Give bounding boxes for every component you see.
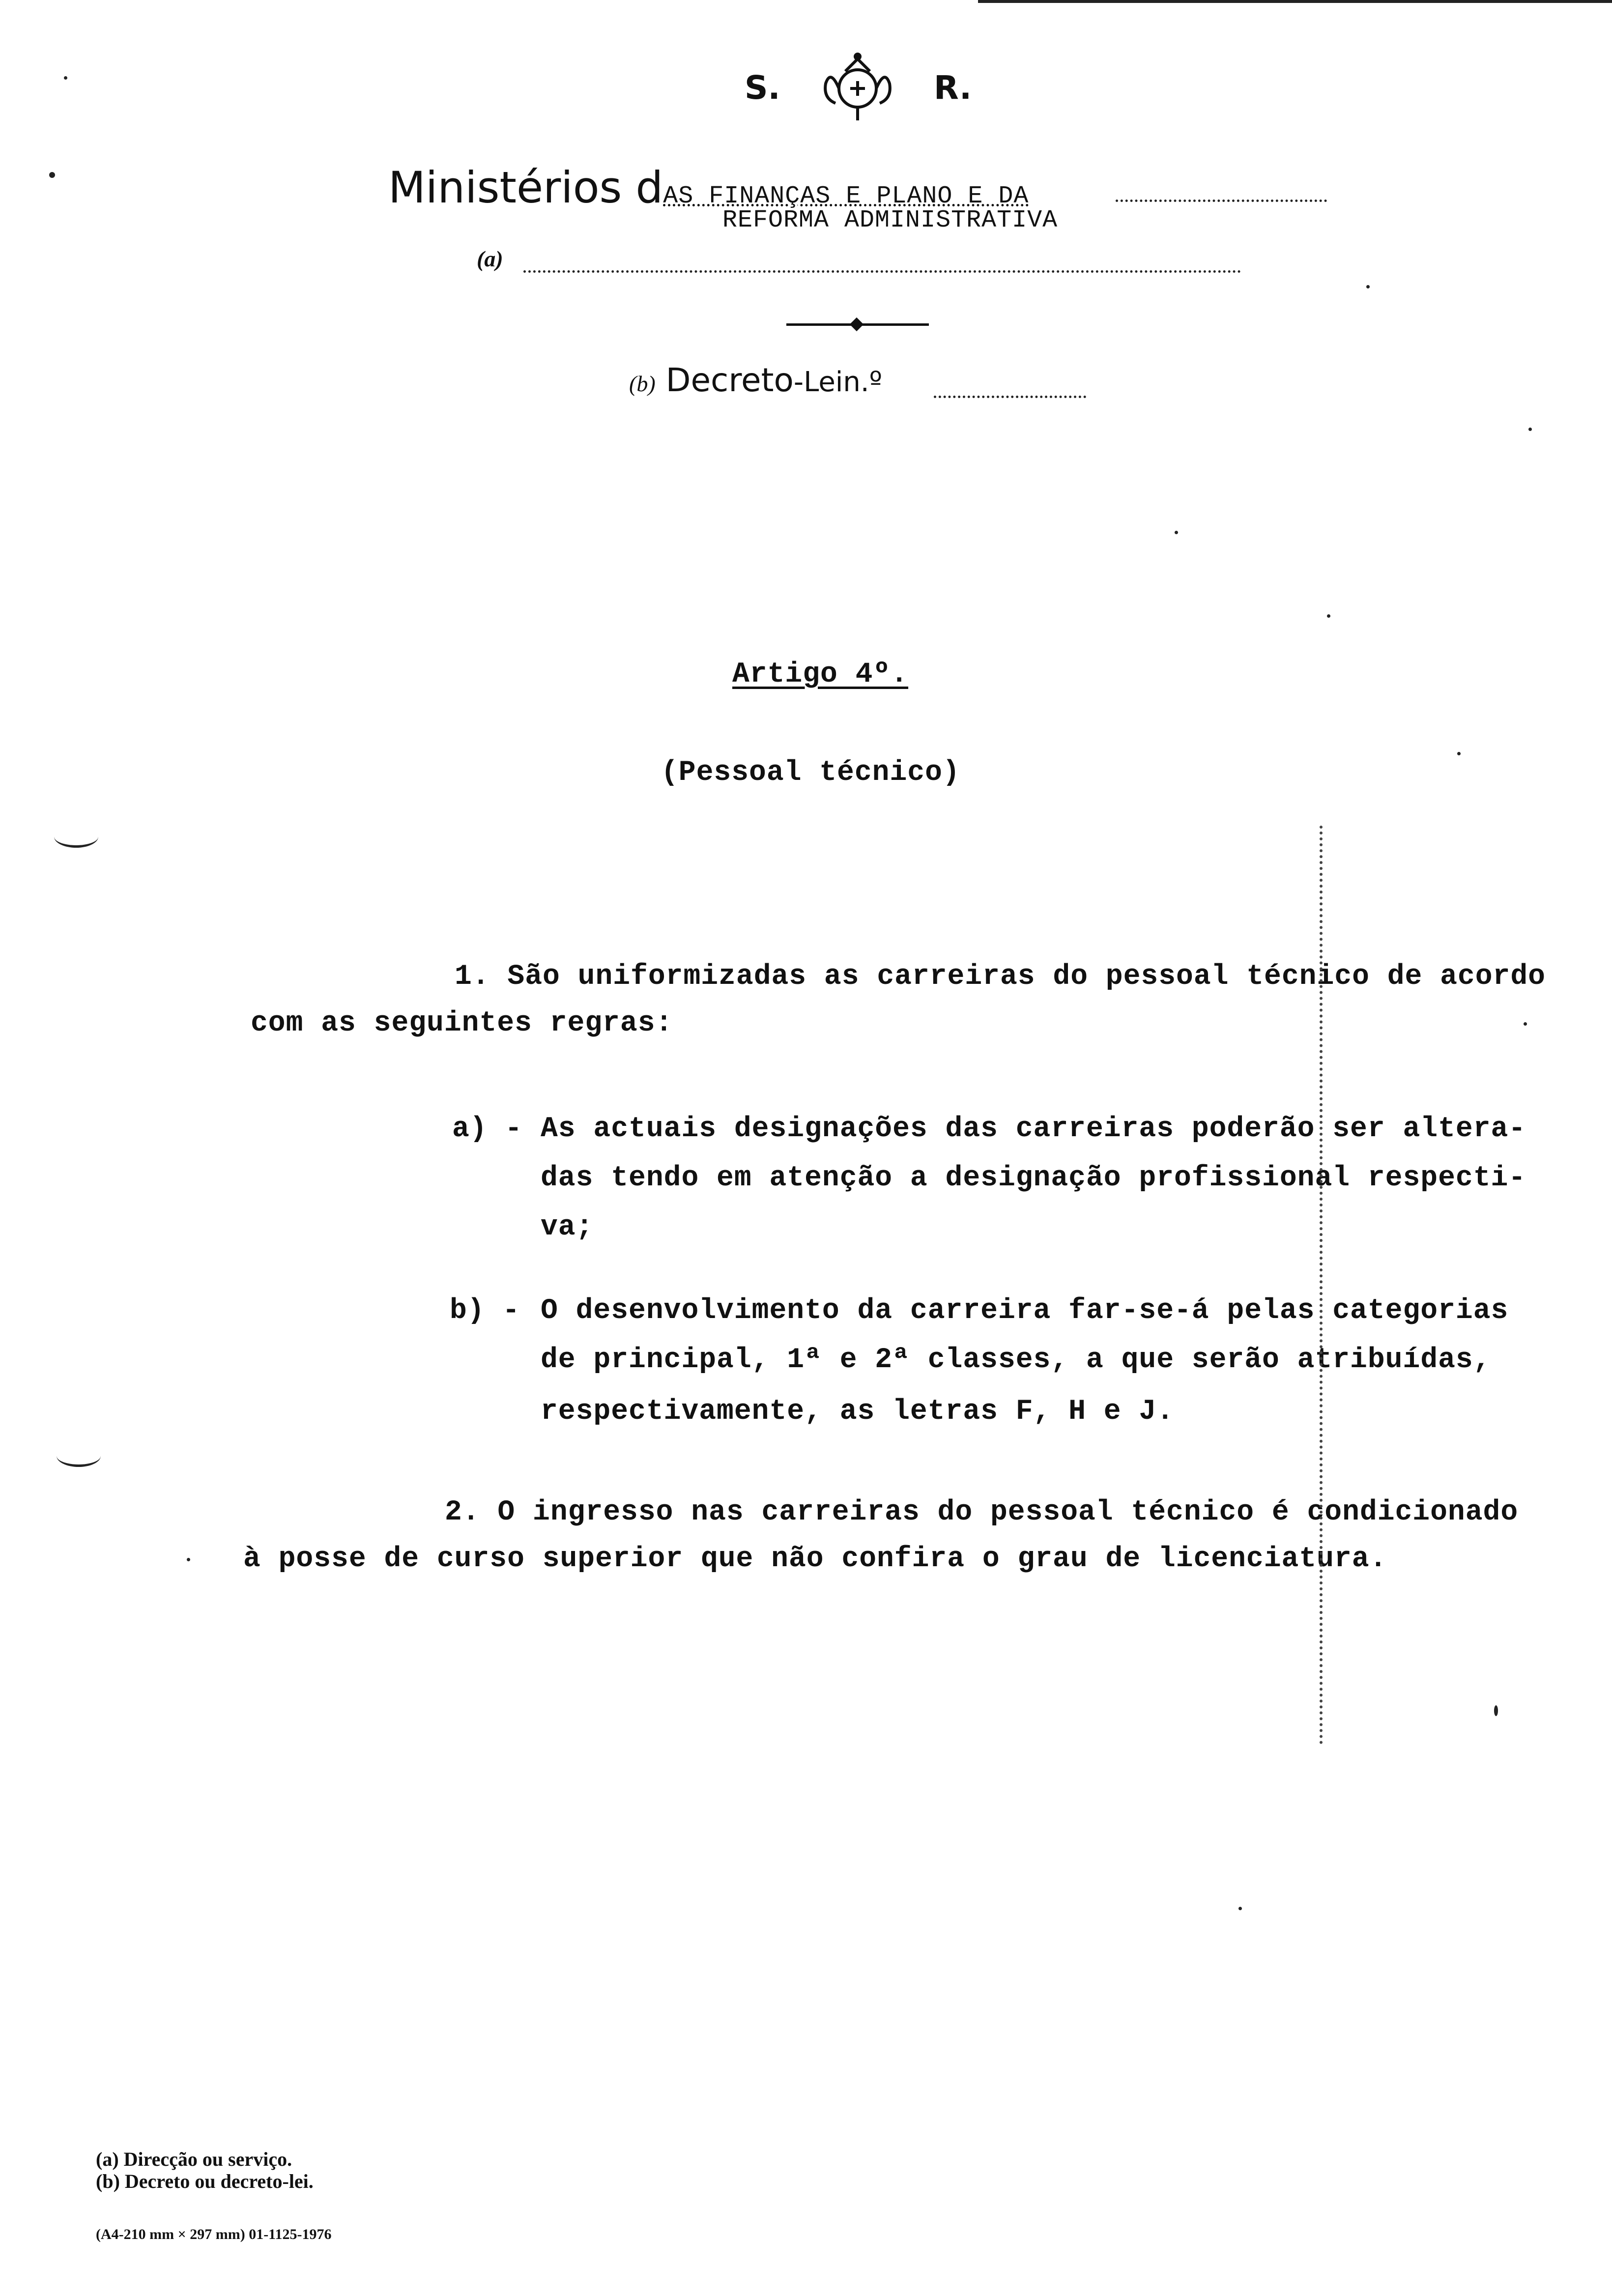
decree-number-line bbox=[934, 396, 1086, 398]
ministry-name-line2: REFORMA ADMINISTRATIVA bbox=[722, 206, 1058, 234]
item-b-line-3: respectivamente, as letras F, H e J. bbox=[541, 1396, 1175, 1428]
scan-speck bbox=[1327, 614, 1330, 618]
article-heading: Artigo 4º. bbox=[732, 659, 909, 690]
footnote-b: (b) Decreto ou decreto-lei. bbox=[96, 2170, 314, 2192]
item-b-line-1: O desenvolvimento da carreira far-se-á pelas categorias bbox=[541, 1295, 1509, 1327]
coat-of-arms-icon bbox=[816, 49, 899, 123]
scan-speck bbox=[1366, 285, 1370, 288]
punch-hole-mark-bottom bbox=[57, 1445, 101, 1467]
ministry-name-line1: AS FINANÇAS E PLANO E DA bbox=[663, 182, 1029, 210]
scan-speck bbox=[1494, 1705, 1498, 1716]
decree-suffix: -Lein.º bbox=[793, 366, 883, 398]
form-code: (A4-210 mm × 297 mm) 01-1125-1976 bbox=[96, 2226, 332, 2242]
paragraph-2-line-1: 2. O ingresso nas carreiras do pessoal técnico é condicionado bbox=[445, 1496, 1519, 1528]
scan-speck bbox=[1175, 531, 1178, 534]
paragraph-2-line-2: à posse de curso superior que não confira o grau de licenciatura. bbox=[243, 1543, 1387, 1575]
field-a-label: (a) bbox=[477, 246, 503, 271]
decree-label-prefix: (b) bbox=[629, 371, 656, 396]
scan-speck bbox=[64, 76, 67, 80]
item-a-line-1: As actuais designações das carreiras poderão ser altera- bbox=[541, 1113, 1526, 1145]
ministry-dotted-line bbox=[1116, 200, 1327, 202]
punch-hole-mark-top bbox=[54, 826, 98, 848]
letterhead-r: R. bbox=[934, 69, 972, 107]
separator-ornament bbox=[786, 319, 929, 329]
paragraph-1-line-1: 1. São uniformizadas as carreiras do pessoal técnico de acordo bbox=[455, 961, 1546, 993]
scan-speck bbox=[187, 1558, 190, 1561]
item-b-label: b) - bbox=[450, 1295, 520, 1327]
item-a-line-3: va; bbox=[541, 1211, 594, 1243]
scan-speck bbox=[1457, 752, 1461, 755]
scan-speck bbox=[49, 172, 55, 178]
article-subtitle: (Pessoal técnico) bbox=[661, 757, 960, 789]
decree-line bbox=[629, 361, 882, 399]
field-a-line bbox=[523, 270, 1241, 273]
paragraph-1-line-2: com as seguintes regras: bbox=[251, 1007, 673, 1039]
top-edge-line bbox=[978, 0, 1612, 3]
footnote-a: (a) Direcção ou serviço. bbox=[96, 2148, 292, 2170]
decree-label: Decreto bbox=[665, 361, 794, 399]
item-a-line-2: das tendo em atenção a designação profissional respecti- bbox=[541, 1162, 1526, 1194]
scan-speck bbox=[1524, 1022, 1527, 1026]
ministry-prefix: Ministérios d bbox=[388, 162, 663, 213]
item-a-label: a) - bbox=[452, 1113, 523, 1145]
scan-speck bbox=[1238, 1907, 1242, 1910]
letterhead-s: S. bbox=[745, 69, 780, 107]
scan-speck bbox=[1528, 428, 1532, 431]
item-b-line-2: de principal, 1ª e 2ª classes, a que serão atribuídas, bbox=[541, 1344, 1491, 1376]
vertical-scan-artifact bbox=[1320, 826, 1323, 1745]
